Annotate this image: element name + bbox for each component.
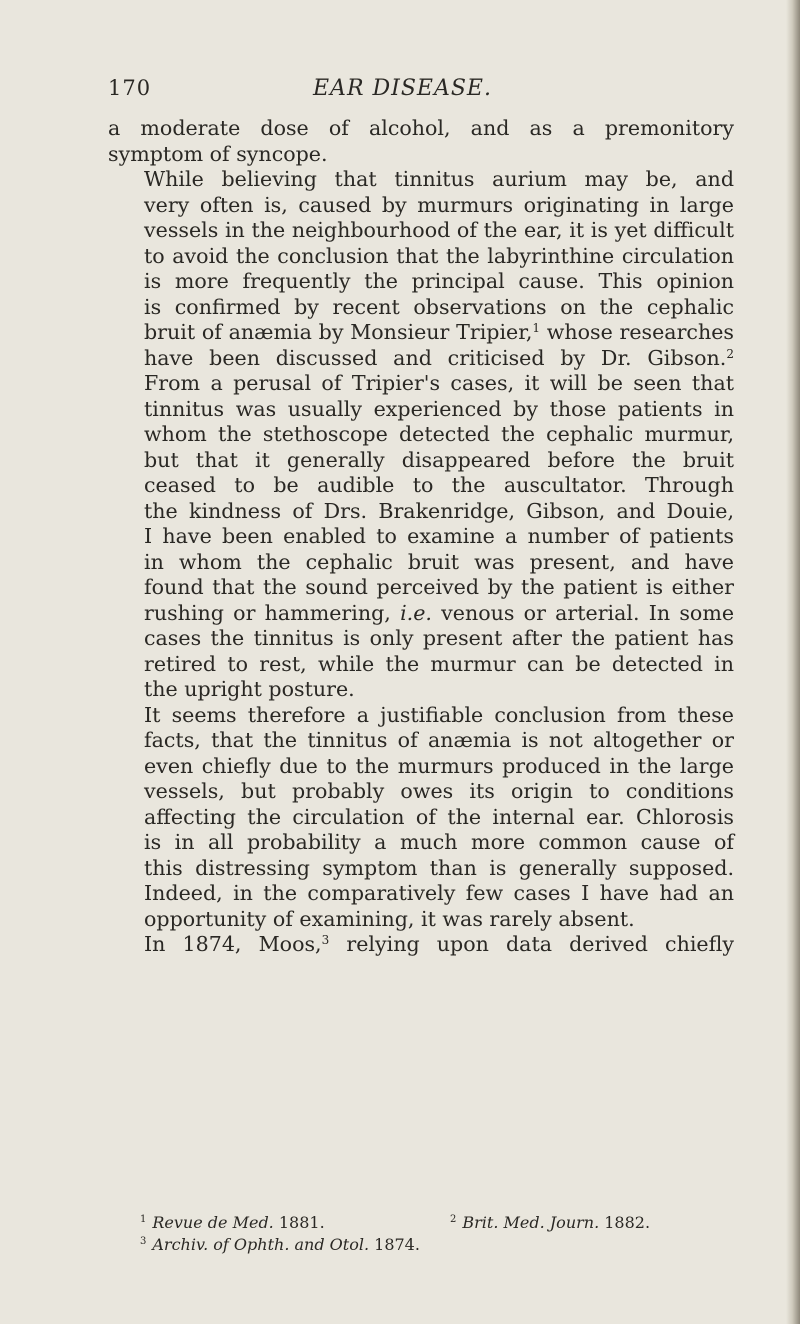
footnote-mark: 1 [140, 1214, 147, 1225]
text-line: retired to rest, while the murmur can be detected in [144, 651, 734, 676]
text-segment: bruit of anæmia by Monsieur Tripier, [144, 320, 533, 344]
text-line: While believing that tinnitus aurium may be, and [144, 167, 734, 191]
text-segment: whose researches [546, 320, 734, 344]
text-line: is confirmed by recent observations on the cephalic [144, 294, 734, 319]
text-line: It seems therefore a justifiable conclusion from these [144, 702, 734, 727]
footnote-ref: 3 [321, 933, 330, 947]
footnote-source: Revue de Med. [152, 1213, 274, 1232]
text-line [108, 601, 734, 627]
text-segment: relying upon data derived chiefly [346, 932, 734, 956]
text-line: even chiefly due to the murmurs produced in the large [144, 753, 734, 778]
page-header [108, 76, 728, 106]
footnote-row [140, 1212, 730, 1234]
text-line: cases the tinnitus is only present after the patient has [144, 626, 734, 650]
footnotes [140, 1212, 730, 1256]
text-line: to avoid the conclusion that the labyrinthine circulation [144, 243, 734, 268]
text-segment: In 1874, Moos, [144, 932, 322, 956]
body-text [108, 116, 734, 958]
text-line: I have been enabled to examine a number of patients [144, 524, 734, 548]
text-line: opportunity of examining, it was rarely absent. [144, 906, 635, 931]
footnote-year: 1874. [374, 1235, 420, 1254]
text-line: very often is, caused by murmurs originating in large [144, 192, 734, 217]
text-line: in whom the cephalic bruit was present, and have [144, 549, 734, 574]
text-line: facts, that the tinnitus of anæmia is not altogether or [144, 728, 734, 752]
footnote-ref: 1 [532, 321, 541, 335]
text-line: the kindness of Drs. Brakenridge, Gibson, and Douie, [144, 498, 734, 523]
footnote-mark: 2 [450, 1214, 457, 1225]
text-line: symptom of syncope. [108, 141, 328, 166]
footnote-3 [140, 1234, 420, 1256]
text-line: whom the stethoscope detected the cephalic murmur, [144, 422, 734, 446]
text-line: found that the sound perceived by the patient is either [144, 575, 734, 599]
footnote-source: Archiv. of Ophth. and Otol. [152, 1235, 370, 1254]
text-line: this distressing symptom than is generally supposed. [144, 855, 734, 880]
text-line: a moderate dose of alcohol, and as a premonitory [108, 116, 734, 140]
page-number: 170 [108, 76, 152, 100]
text-line [108, 320, 734, 346]
footnote-year: 1881. [278, 1213, 325, 1232]
page-edge-shadow [786, 0, 800, 1324]
text-line: is in all probability a much more common cause of [144, 830, 734, 854]
footnote-mark: 3 [140, 1236, 147, 1247]
text-line: the upright posture. [144, 677, 355, 701]
text-segment: venous or arterial. In some [441, 600, 735, 625]
text-segment: rushing or hammering, [144, 600, 391, 625]
text-segment-italic: i.e. [400, 600, 432, 625]
text-line: vessels in the neighbourhood of the ear, it is yet difficult [144, 218, 734, 242]
text-line: vessels, but probably owes its origin to conditions [144, 779, 734, 803]
paragraph-2 [108, 167, 734, 703]
footnote-1 [140, 1212, 325, 1234]
paragraph-4 [108, 932, 734, 958]
text-line: tinnitus was usually experienced by those patients in [144, 396, 734, 421]
running-title: EAR DISEASE. [313, 76, 492, 101]
text-segment: have been discussed and criticised by Dr. Gibson. [144, 345, 727, 370]
text-line: Indeed, in the comparatively few cases I have had an [144, 881, 734, 905]
footnote-source: Brit. Med. Journ. [462, 1213, 600, 1232]
text-line: affecting the circulation of the internal ear. Chlorosis [144, 804, 734, 829]
paragraph-1 [108, 116, 734, 167]
paragraph-3 [108, 703, 734, 933]
footnote-year: 1882. [604, 1213, 651, 1232]
text-line: ceased to be audible to the auscultator. Through [144, 473, 734, 497]
text-line: is more frequently the principal cause. This opinion [144, 269, 734, 293]
text-line [108, 932, 734, 958]
footnote-row [140, 1234, 730, 1256]
footnote-ref: 2 [726, 346, 734, 361]
footnote-2 [450, 1212, 650, 1234]
text-line [108, 346, 734, 372]
text-line: but that it generally disappeared before the bruit [144, 447, 734, 472]
text-line: From a perusal of Tripier's cases, it will be seen that [144, 371, 734, 395]
